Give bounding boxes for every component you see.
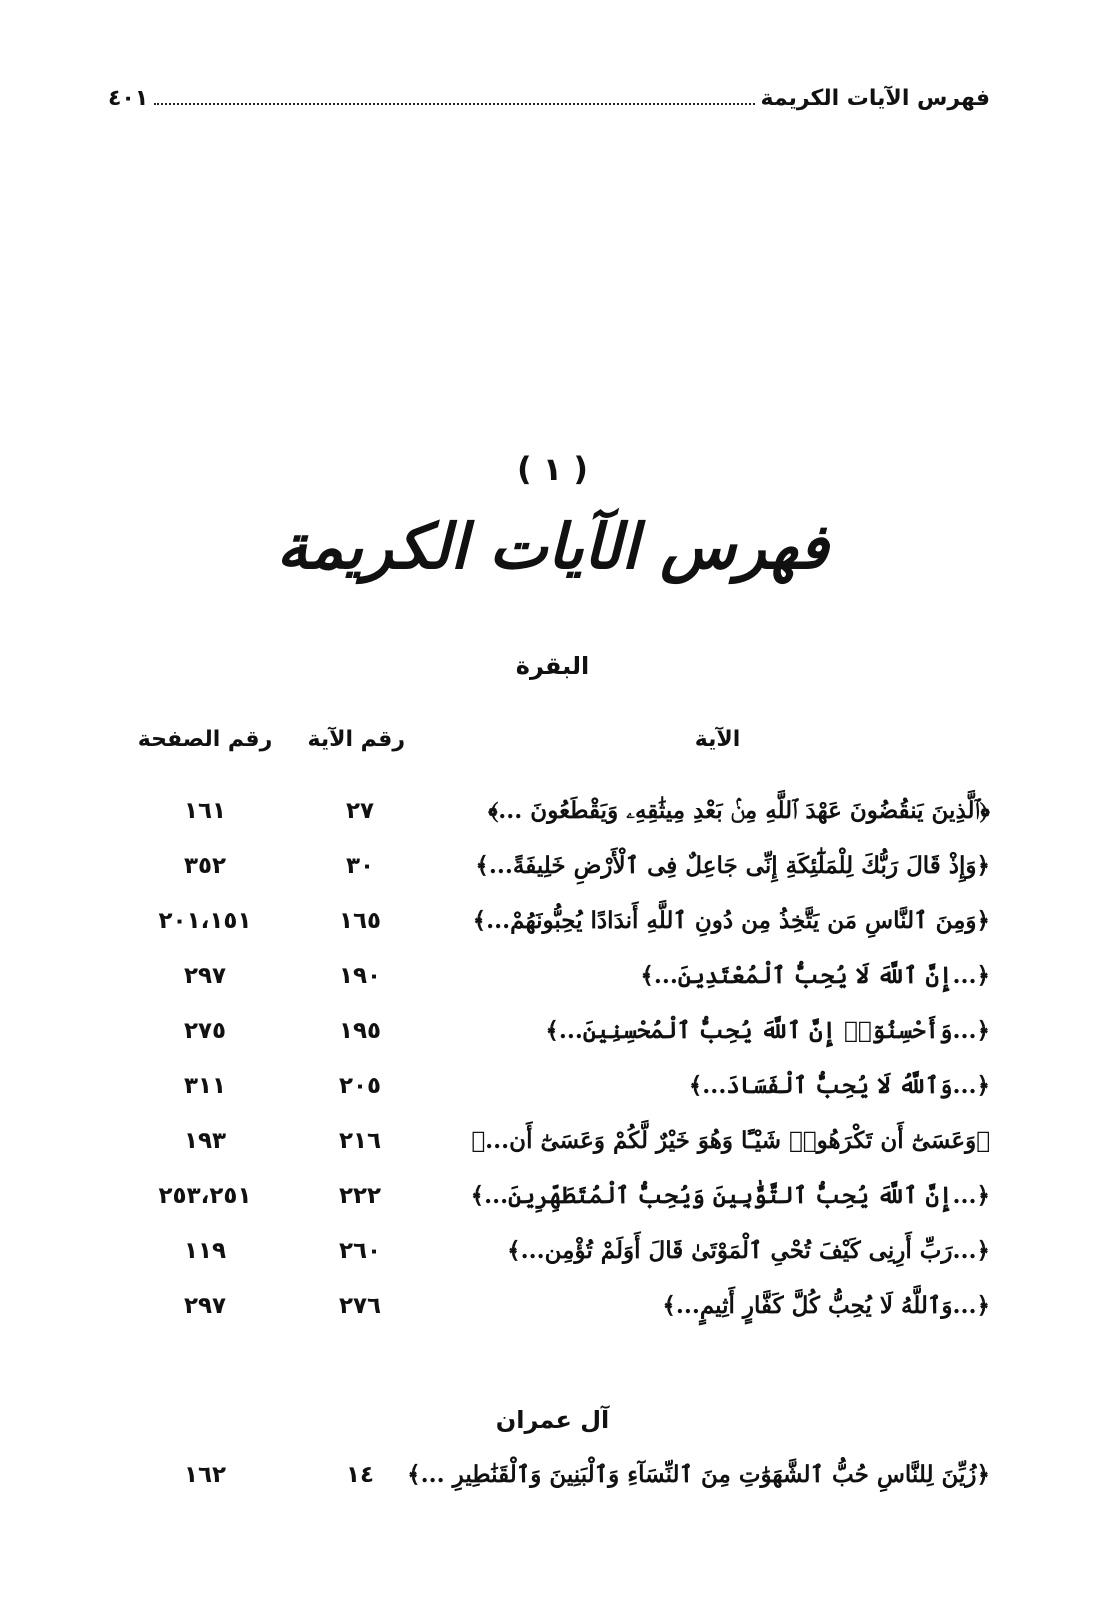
table-row [118, 1171, 990, 1221]
verse-number: ١٦٥ [338, 908, 382, 934]
page-ref: ٢٩٧ [183, 963, 227, 989]
table-row [118, 841, 990, 891]
verse-number: ٣٠ [345, 853, 375, 879]
verse-number: ١٤ [345, 1462, 375, 1488]
table-row [118, 951, 990, 1001]
table-row [118, 1116, 990, 1166]
verse-number: ١٩٠ [338, 963, 382, 989]
page-ref: ٢٥٣،٢٥١ [158, 1183, 252, 1209]
verse-text: ﴿...إِنَّ ٱللَّهَ لَا يُحِبُّ ٱلْمُعْتَدِينَ...﴾ [640, 962, 990, 989]
column-header-verse-number: رقم الآية [307, 727, 405, 752]
verse-number: ٢٧٦ [338, 1293, 382, 1319]
verse-number: ١٩٥ [338, 1018, 382, 1044]
verse-text: ﴿زُيِّنَ لِلنَّاسِ حُبُّ ٱلشَّهَوَٰتِ مِنَ ٱلنِّسَآءِ وَٱلْبَنِينَ وَٱلْقَنَٰطِيرِ ...﴾ [407, 1461, 990, 1488]
table-row [118, 1226, 990, 1276]
verse-number: ٢٢٢ [338, 1183, 382, 1209]
page-ref: ١٩٣ [183, 1128, 227, 1154]
page-number: ٤٠١ [108, 85, 149, 111]
verse-text: ﴿...وَٱللَّهُ لَا يُحِبُّ كُلَّ كَفَّارٍ أَثِيمٍ...﴾ [662, 1292, 990, 1319]
table-row [118, 1061, 990, 1111]
running-header [108, 78, 990, 118]
verse-text: ﴿وَإِذْ قَالَ رَبُّكَ لِلْمَلَٰٓئِكَةِ إِنِّى جَاعِلٌ فِى ٱلْأَرْضِ خَلِيفَةً...﴾ [475, 852, 990, 879]
verse-number: ٢٠٥ [338, 1073, 382, 1099]
surah-heading: آل عمران [495, 1406, 610, 1434]
chapter-title: فهرس الآيات الكريمة [276, 510, 829, 583]
table-row [118, 896, 990, 946]
verse-text: ﴿وَمِنَ ٱلنَّاسِ مَن يَتَّخِذُ مِن دُونِ ٱللَّهِ أَندَادًا يُحِبُّونَهُمْ...﴾ [472, 907, 990, 934]
page-ref: ١٦١ [183, 798, 227, 824]
page-ref: ٣٥٢ [183, 853, 227, 879]
verse-number: ٢٧ [345, 798, 375, 824]
running-header-title: فهرس الآيات الكريمة [760, 85, 990, 111]
page-ref: ٢٩٧ [183, 1293, 227, 1319]
table-row [118, 1281, 990, 1331]
column-header-page-number: رقم الصفحة [137, 727, 273, 752]
verse-text: ﴿...رَبِّ أَرِنِى كَيْفَ تُحْىِ ٱلْمَوْتَىٰ قَالَ أَوَلَمْ تُؤْمِن...﴾ [507, 1237, 990, 1264]
verse-number: ٢٦٠ [338, 1238, 382, 1264]
page-ref: ٢٧٥ [183, 1018, 227, 1044]
table-row [118, 786, 990, 836]
leader-dots [154, 103, 754, 105]
verse-text: ﴿ٱلَّذِينَ يَنقُضُونَ عَهْدَ ٱللَّهِ مِنۢ بَعْدِ مِيثَٰقِهِۦ وَيَقْطَعُونَ ...﴾ [488, 797, 990, 824]
page-ref: ١١٩ [183, 1238, 227, 1264]
verse-number: ٢١٦ [338, 1128, 382, 1154]
table-row [118, 1006, 990, 1056]
chapter-number: ( ١ ) [516, 450, 589, 488]
page-ref: ٣١١ [183, 1073, 227, 1099]
verse-text: ﴿...وَأَحْسِنُوٓا۟ إِنَّ ٱللَّهَ يُحِبُّ ٱلْمُحْسِنِينَ...﴾ [545, 1017, 990, 1044]
page-ref: ١٦٢ [183, 1462, 227, 1488]
verse-text: ﴿وَعَسَىٰٓ أَن تَكْرَهُوا۟ شَيْـًٔا وَهُوَ خَيْرٌ لَّكُمْ وَعَسَىٰٓ أَن...﴾ [471, 1127, 990, 1154]
table-row [118, 1450, 990, 1500]
verse-text: ﴿...وَٱللَّهُ لَا يُحِبُّ ٱلْفَسَادَ...﴾ [688, 1072, 990, 1099]
page-ref: ٢٠١،١٥١ [158, 908, 252, 934]
verse-text: ﴿...إِنَّ ٱللَّهَ يُحِبُّ ٱلتَّوَّٰبِينَ وَيُحِبُّ ٱلْمُتَطَهِّرِينَ...﴾ [470, 1182, 990, 1209]
column-header-verse: الآية [694, 727, 741, 752]
table-header [118, 715, 990, 765]
surah-heading: البقرة [515, 652, 590, 680]
